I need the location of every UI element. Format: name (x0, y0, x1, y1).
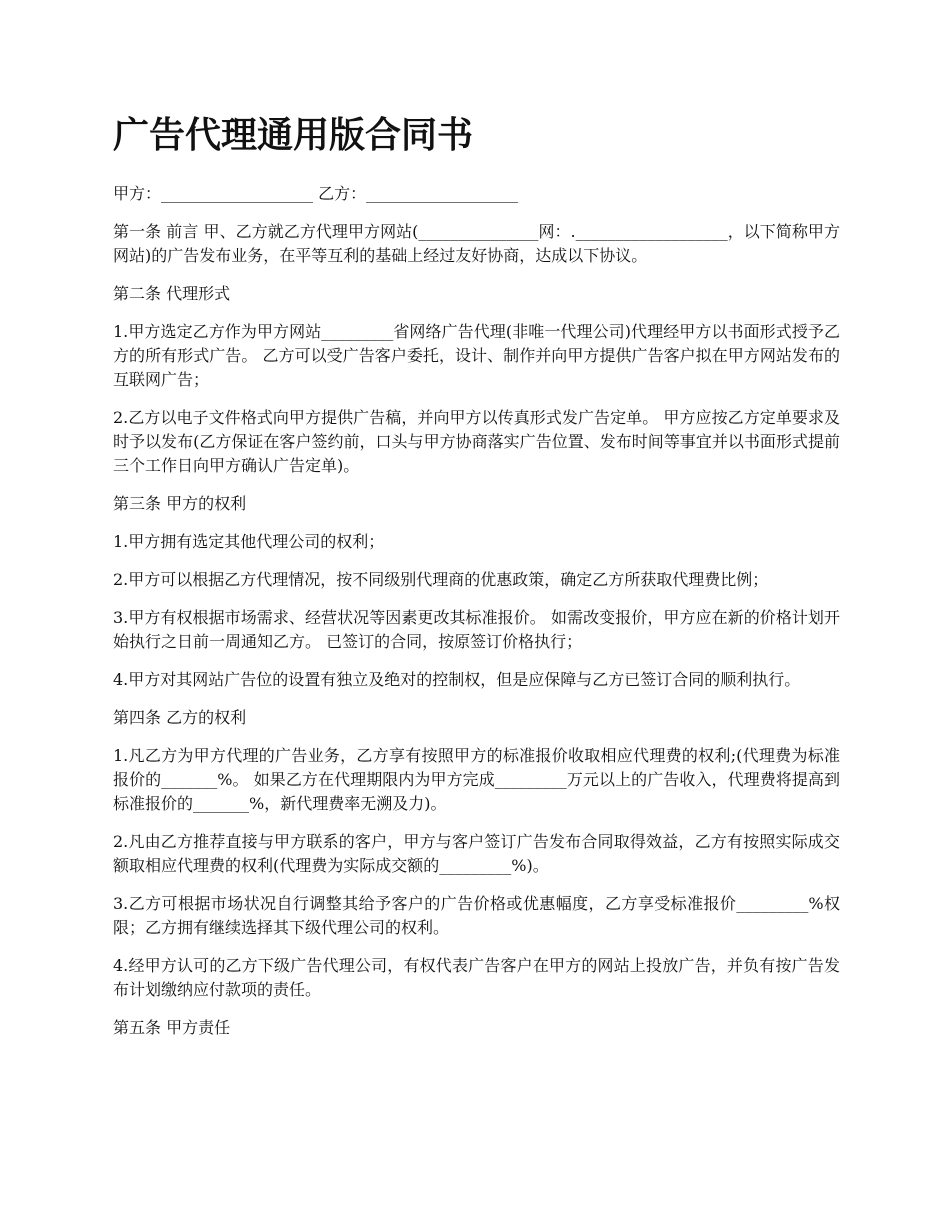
paragraph: 1.凡乙方为甲方代理的广告业务，乙方享有按照甲方的标准报价收取相应代理费的权利;(代理费为标准报价的_______%。 如果乙方在代理期限内为甲方完成_________万元以上的广告收入，代理费将提高到标准报价的_______%，新代理费率无溯及力)。 (113, 746, 840, 813)
paragraph: 1.甲方拥有选定其他代理公司的权利； (113, 532, 385, 551)
paragraph: 3.甲方有权根据市场需求、经营状况等因素更改其标准报价。 如需改变报价，甲方应在新的价格计划开始执行之日前一周通知乙方。 已签订的合同，按原签订价格执行； (113, 608, 840, 651)
section-heading: 第五条 甲方责任 (113, 1018, 231, 1037)
section-heading: 第三条 甲方的权利 (113, 494, 247, 513)
paragraph: 2.凡由乙方推荐直接与甲方联系的客户，甲方与客户签订广告发布合同取得效益，乙方有按照实际成交额取相应代理费的权利(代理费为实际成交额的_________%)。 (113, 832, 840, 875)
paragraph: 4.甲方对其网站广告位的设置有独立及绝对的控制权，但是应保障与乙方已签订合同的顺利执行。 (113, 670, 801, 689)
paragraph: 第一条 前言 甲、乙方就乙方代理甲方网站(_______________网：.___________________，以下简称甲方网站)的广告发布业务，在平等互利的基础上经过友好协商，达成以下协议。 (113, 222, 840, 265)
paragraph: 1.甲方选定乙方作为甲方网站_________省网络广告代理(非唯一代理公司)代理经甲方以书面形式授予乙方的所有形式广告。 乙方可以受广告客户委托，设计、制作并向甲方提供广告客户拟在甲方网站发布的互联网广告； (113, 322, 840, 389)
section-heading: 第四条 乙方的权利 (113, 708, 247, 727)
document-body (113, 220, 840, 1040)
contract-page (113, 112, 840, 1054)
parties-line: 甲方：___________________ 乙方：___________________ (113, 184, 519, 203)
document-title: 广告代理通用版合同书 (113, 115, 474, 156)
paragraph: 2.乙方以电子文件格式向甲方提供广告稿，并向甲方以传真形式发广告定单。 甲方应按乙方定单要求及时予以发布(乙方保证在客户签约前，口头与甲方协商落实广告位置、发布时间等事宜并以书面形式提前三个工作日向甲方确认广告定单)。 (113, 408, 840, 475)
paragraph: 4.经甲方认可的乙方下级广告代理公司，有权代表广告客户在甲方的网站上投放广告，并负有按广告发布计划缴纳应付款项的责任。 (113, 956, 840, 999)
section-heading: 第二条 代理形式 (113, 284, 231, 303)
paragraph: 2.甲方可以根据乙方代理情况，按不同级别代理商的优惠政策，确定乙方所获取代理费比例； (113, 570, 769, 589)
paragraph: 3.乙方可根据市场状况自行调整其给予客户的广告价格或优惠幅度，乙方享受标准报价_________%权限；乙方拥有继续选择其下级代理公司的权利。 (113, 894, 840, 937)
